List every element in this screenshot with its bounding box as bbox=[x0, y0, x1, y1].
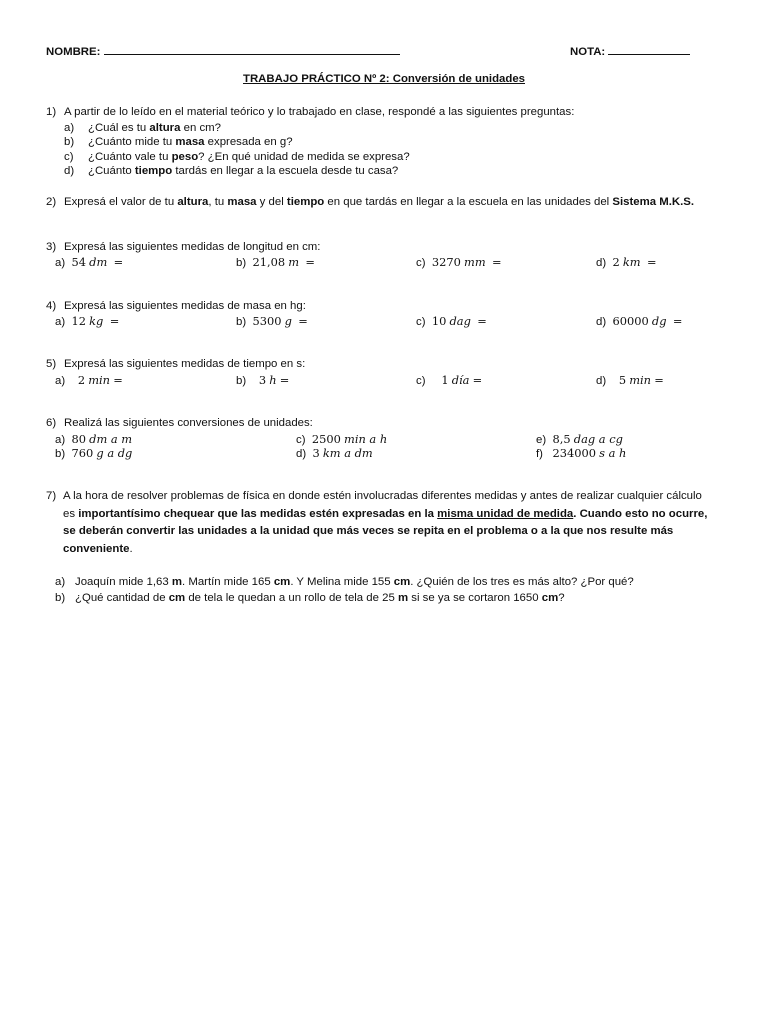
item-value: 234000 bbox=[552, 446, 596, 460]
item-value: 10 bbox=[431, 314, 447, 328]
bold-text: Sistema M.K.S. bbox=[612, 196, 695, 208]
item-letter: b) bbox=[236, 316, 247, 328]
question-number: 4) bbox=[46, 300, 57, 312]
item-expression: s a h bbox=[599, 446, 627, 460]
question-text bbox=[64, 196, 694, 208]
list-item-letter: d) bbox=[64, 165, 75, 177]
item-unit: m bbox=[288, 255, 300, 269]
list-item bbox=[75, 576, 634, 588]
item-bold-text: tiempo bbox=[134, 165, 173, 177]
question-text: Expresá las siguientes medidas de longitud en cm: bbox=[64, 241, 321, 253]
item-text: ? ¿En qué unidad de medida se expresa? bbox=[198, 151, 410, 163]
question-number: 1) bbox=[46, 106, 57, 118]
item-value: 2 bbox=[77, 373, 86, 387]
measure-item bbox=[55, 373, 123, 387]
text: A la hora de resolver problemas de física en donde estén involucradas diferentes medidas y antes de realizar cualquier cálculo es bbox=[63, 490, 702, 520]
item-value: 760 bbox=[71, 446, 94, 460]
bold-text: altura bbox=[177, 196, 209, 208]
item-letter: e) bbox=[536, 434, 547, 446]
measure-item bbox=[596, 314, 682, 328]
item-unit: dm bbox=[89, 255, 108, 269]
item-unit: h bbox=[269, 373, 277, 387]
item-value: 2 bbox=[612, 255, 620, 269]
equals-sign: = bbox=[491, 255, 502, 269]
item-bold-text: peso bbox=[171, 151, 199, 163]
question-number: 3) bbox=[46, 241, 57, 253]
name-blank-line[interactable] bbox=[104, 44, 400, 55]
equals-sign: = bbox=[472, 373, 483, 387]
measure-item bbox=[596, 373, 664, 387]
item-text: en cm? bbox=[180, 122, 221, 134]
item-value: 80 bbox=[71, 432, 86, 446]
item-text: ¿Cuál es tu bbox=[88, 122, 150, 134]
equals-sign: = bbox=[113, 255, 124, 269]
item-letter: c) bbox=[416, 257, 426, 269]
measure-item bbox=[416, 314, 487, 328]
item-text: ¿Cuánto mide tu bbox=[88, 136, 176, 148]
equals-sign: = bbox=[477, 314, 487, 328]
question-text: Expresá las siguientes medidas de tiempo en s: bbox=[64, 358, 306, 370]
item-value: 3 bbox=[312, 446, 320, 460]
text: ¿Qué cantidad de bbox=[75, 592, 169, 604]
question-number: 2) bbox=[46, 196, 57, 208]
item-bold-text: altura bbox=[149, 122, 181, 134]
text: . ¿Quién de los tres es más alto? ¿Por qué? bbox=[410, 576, 634, 588]
item-value: 5 bbox=[618, 373, 627, 387]
question-number: 6) bbox=[46, 417, 57, 429]
measure-item bbox=[416, 373, 482, 387]
equals-sign: = bbox=[279, 373, 290, 387]
item-value: 60000 bbox=[612, 314, 649, 328]
text: Joaquín mide 1,63 bbox=[75, 576, 172, 588]
text: . Y Melina mide 155 bbox=[290, 576, 394, 588]
text: . Martín mide 165 bbox=[182, 576, 274, 588]
list-item bbox=[88, 151, 410, 163]
grade-blank-line[interactable] bbox=[608, 44, 690, 55]
bold-text: cm bbox=[541, 592, 559, 604]
bold-text: cm bbox=[168, 592, 186, 604]
grade-field bbox=[570, 44, 690, 58]
list-item-letter: a) bbox=[64, 122, 75, 134]
item-expression: min a h bbox=[344, 432, 388, 446]
list-item bbox=[88, 165, 398, 177]
text: . bbox=[129, 542, 133, 555]
item-unit: g bbox=[284, 314, 292, 328]
conversion-item bbox=[296, 446, 373, 460]
item-letter: d) bbox=[596, 316, 607, 328]
item-text: ¿Cuánto bbox=[88, 165, 135, 177]
item-value: 54 bbox=[71, 255, 86, 269]
item-unit: kg bbox=[89, 314, 104, 328]
measure-item bbox=[596, 255, 657, 269]
question-text: Realizá las siguientes conversiones de unidades: bbox=[64, 417, 313, 429]
item-letter: c) bbox=[296, 434, 306, 446]
item-unit: día bbox=[451, 373, 470, 387]
bold-text: cm bbox=[273, 576, 291, 588]
equals-sign: = bbox=[672, 314, 683, 328]
text: , tu bbox=[208, 196, 228, 208]
item-unit: min bbox=[629, 373, 652, 387]
list-item-letter: a) bbox=[55, 576, 66, 588]
item-expression: dag a cg bbox=[573, 432, 623, 446]
item-value: 12 bbox=[71, 314, 86, 328]
measure-item bbox=[236, 373, 289, 387]
item-value: 5300 bbox=[252, 314, 282, 328]
question-number: 5) bbox=[46, 358, 57, 370]
list-item bbox=[88, 122, 221, 134]
item-letter: c) bbox=[416, 316, 426, 328]
item-expression: g a dg bbox=[96, 446, 133, 460]
list-item-letter: b) bbox=[55, 592, 66, 604]
conversion-item bbox=[296, 432, 387, 446]
item-expression: dm a m bbox=[89, 432, 133, 446]
measure-item bbox=[416, 255, 502, 269]
bold-underlined-text: misma unidad de medida bbox=[437, 507, 574, 520]
item-unit: km bbox=[622, 255, 641, 269]
bold-text: masa bbox=[227, 196, 257, 208]
text: ? bbox=[558, 592, 565, 604]
measure-item bbox=[236, 255, 315, 269]
item-letter: b) bbox=[55, 448, 66, 460]
name-label: NOMBRE: bbox=[46, 46, 101, 58]
item-text: ¿Cuánto vale tu bbox=[88, 151, 172, 163]
item-value: 3 bbox=[258, 373, 267, 387]
item-unit: dg bbox=[651, 314, 667, 328]
item-letter: f) bbox=[536, 448, 543, 460]
measure-item bbox=[55, 314, 119, 328]
bold-text: cm bbox=[393, 576, 411, 588]
item-value: 3270 bbox=[431, 255, 461, 269]
item-unit: mm bbox=[464, 255, 486, 269]
bold-text: tiempo bbox=[286, 196, 325, 208]
item-letter: a) bbox=[55, 257, 66, 269]
conversion-item bbox=[536, 446, 626, 460]
text: Expresá el valor de tu bbox=[64, 196, 178, 208]
item-letter: d) bbox=[296, 448, 307, 460]
equals-sign: = bbox=[646, 255, 657, 269]
bold-text: m bbox=[397, 592, 409, 604]
item-value: 1 bbox=[441, 373, 449, 387]
bold-text: m bbox=[171, 576, 183, 588]
text: de tela le quedan a un rollo de tela de 25 bbox=[185, 592, 398, 604]
bold-text: . Cuando esto no ocurre, se deberán convertir las unidades a la unidad que más veces se repita en el problema o a la que nos resulte más conveniente bbox=[63, 507, 708, 555]
conversion-item bbox=[55, 432, 132, 446]
item-text: expresada en g? bbox=[204, 136, 293, 148]
item-value: 2500 bbox=[311, 432, 341, 446]
conversion-item bbox=[536, 432, 623, 446]
question-text: Expresá las siguientes medidas de masa en hg: bbox=[64, 300, 306, 312]
item-bold-text: masa bbox=[175, 136, 205, 148]
item-expression: km a dm bbox=[322, 446, 373, 460]
grade-label: NOTA: bbox=[570, 46, 606, 58]
item-letter: d) bbox=[596, 257, 607, 269]
item-value: 21,08 bbox=[252, 255, 286, 269]
text: y del bbox=[256, 196, 287, 208]
question-number: 7) bbox=[46, 490, 57, 502]
equals-sign: = bbox=[305, 255, 315, 269]
item-unit: dag bbox=[449, 314, 471, 328]
equals-sign: = bbox=[113, 373, 123, 387]
equals-sign: = bbox=[109, 314, 120, 328]
text: si se ya se cortaron 1650 bbox=[408, 592, 542, 604]
item-text: tardás en llegar a la escuela desde tu casa? bbox=[172, 165, 399, 177]
item-letter: c) bbox=[416, 375, 426, 387]
list-item-letter: b) bbox=[64, 136, 75, 148]
item-letter: b) bbox=[236, 375, 247, 387]
item-letter: a) bbox=[55, 434, 66, 446]
item-letter: b) bbox=[236, 257, 247, 269]
equals-sign: = bbox=[654, 373, 664, 387]
question-text: A partir de lo leído en el material teórico y lo trabajado en clase, respondé a las siguientes preguntas: bbox=[64, 106, 575, 118]
question-paragraph bbox=[63, 488, 713, 558]
measure-item bbox=[55, 255, 123, 269]
list-item bbox=[88, 136, 293, 148]
measure-item bbox=[236, 314, 308, 328]
page-title: TRABAJO PRÁCTICO Nº 2: Conversión de unidades bbox=[243, 73, 525, 85]
item-value: 8,5 bbox=[552, 432, 571, 446]
conversion-item bbox=[55, 446, 132, 460]
item-unit: min bbox=[88, 373, 111, 387]
list-item-letter: c) bbox=[64, 151, 74, 163]
bold-text: importantísimo chequear que las medidas estén expresadas en la bbox=[78, 507, 438, 520]
item-letter: a) bbox=[55, 316, 66, 328]
text: en que tardás en llegar a la escuela en las unidades del bbox=[324, 196, 613, 208]
item-letter: a) bbox=[55, 375, 66, 387]
list-item bbox=[75, 592, 565, 604]
name-field bbox=[46, 44, 400, 58]
item-letter: d) bbox=[596, 375, 607, 387]
equals-sign: = bbox=[298, 314, 308, 328]
